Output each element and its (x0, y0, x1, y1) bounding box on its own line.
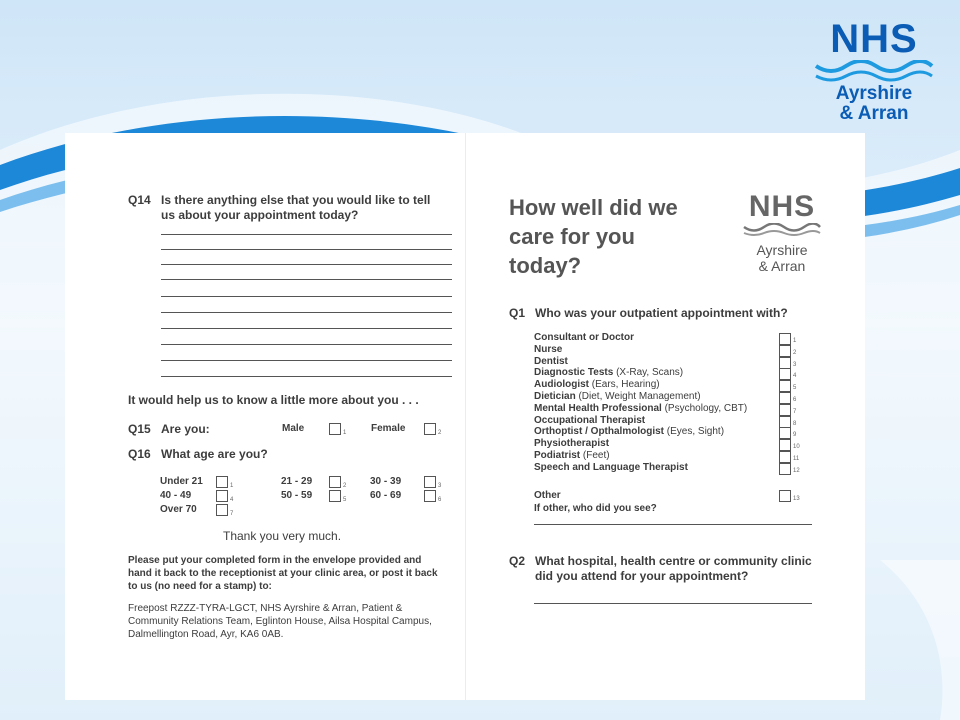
q1-option-checkbox[interactable] (779, 333, 791, 345)
option-code: 13 (793, 496, 800, 502)
female-checkbox[interactable] (424, 423, 436, 435)
q16-number: Q16 (128, 447, 151, 461)
age-under-21-checkbox[interactable] (216, 476, 228, 488)
answer-line[interactable] (161, 328, 452, 329)
option-code: 8 (793, 421, 797, 427)
q1-option-label (534, 344, 562, 355)
q1-option-label (534, 403, 747, 414)
answer-line[interactable] (161, 360, 452, 361)
thank-you-text: Thank you very much. (223, 529, 342, 543)
form-logo-text: NHS (748, 190, 816, 223)
q1-option-label (534, 379, 660, 390)
q1-option-detail: (Psychology, CBT) (664, 403, 748, 414)
q1-option-detail: (Eyes, Sight) (666, 426, 725, 437)
q1-option-checkbox[interactable] (779, 463, 791, 475)
q15-label: Are you: (161, 422, 210, 436)
other-prompt: If other, who did you see? (534, 503, 657, 514)
option-code: 11 (793, 456, 800, 462)
q14-number: Q14 (128, 193, 151, 207)
nhs-logo-text: NHS (830, 17, 918, 61)
option-code: 4 (793, 373, 797, 379)
q1-option-label (534, 438, 609, 449)
freepost-address-line3: Dalmellington Road, Ayr, KA6 0AB. (128, 629, 284, 640)
form-logo-org-line2: & Arran (758, 258, 806, 274)
male-checkbox[interactable] (329, 423, 341, 435)
option-code: 3 (793, 362, 797, 368)
org-name-line1: Ayrshire (835, 83, 913, 104)
q1-option-title: Audiologist (534, 379, 589, 390)
q16-label: What age are you? (161, 447, 268, 461)
q2-text-line1: What hospital, health centre or community clinic (535, 554, 812, 568)
age-option-label: 21 - 29 (281, 476, 313, 487)
option-code: 5 (793, 385, 797, 391)
return-instructions-line1: Please put your completed form in the envelope provided and (128, 555, 422, 566)
freepost-address-line2: Community Relations Team, Eglinton House, Ailsa Hospital Campus, (128, 616, 432, 627)
q1-option-checkbox[interactable] (779, 439, 791, 451)
q1-option-title: Nurse (534, 344, 563, 355)
option-code: 9 (793, 432, 797, 438)
q15-number: Q15 (128, 422, 151, 436)
answer-line[interactable] (161, 264, 452, 265)
q1-option-checkbox[interactable] (779, 451, 791, 463)
q1-option-title: Mental Health Professional (534, 403, 662, 414)
form-title-line2: care for you (509, 224, 635, 249)
option-code: 7 (793, 409, 797, 415)
q1-option-detail: (Feet) (582, 450, 610, 461)
q1-option-title: Occupational Therapist (534, 415, 646, 426)
age-21-29-checkbox[interactable] (329, 476, 341, 488)
q1-option-checkbox[interactable] (779, 345, 791, 357)
q1-option-title: Dietician (534, 391, 576, 402)
q1-option-title: Consultant or Doctor (534, 332, 634, 343)
answer-line[interactable] (161, 296, 452, 297)
q1-option-checkbox[interactable] (779, 368, 791, 380)
q1-option-label (534, 450, 610, 461)
age-option-label: 30 - 39 (370, 476, 402, 487)
age-option-label: 40 - 49 (160, 490, 192, 501)
answer-line[interactable] (161, 234, 452, 235)
other-checkbox[interactable] (779, 490, 791, 502)
form-nhs-logo (737, 191, 827, 274)
option-code: 2 (793, 350, 797, 356)
q1-number: Q1 (509, 306, 526, 320)
q1-option-label (534, 415, 645, 426)
answer-line[interactable] (161, 279, 452, 280)
q1-option-checkbox[interactable] (779, 380, 791, 392)
return-instructions-line3: to us (no need for a stamp) to: (128, 581, 272, 592)
answer-line[interactable] (161, 376, 452, 377)
option-code: 2 (343, 483, 347, 489)
q1-option-title: Speech and Language Therapist (534, 462, 688, 473)
form-title (509, 193, 729, 280)
questionnaire-scan (65, 133, 865, 700)
option-code: 5 (343, 497, 347, 503)
option-code: 6 (793, 397, 797, 403)
q1-option-checkbox[interactable] (779, 392, 791, 404)
age-50-59-checkbox[interactable] (329, 490, 341, 502)
age-over-70-checkbox[interactable] (216, 504, 228, 516)
q14-text-line1: Is there anything else that you would like to tell (161, 193, 431, 207)
waves-icon (814, 60, 934, 84)
q1-option-label (534, 332, 634, 343)
option-code: 1 (343, 430, 347, 436)
q1-text: Who was your outpatient appointment with? (535, 306, 788, 320)
q1-option-title: Diagnostic Tests (534, 367, 614, 378)
option-code: 1 (793, 338, 797, 344)
q1-option-title: Dentist (534, 356, 568, 367)
option-female-label: Female (371, 423, 406, 434)
about-you-intro: It would help us to know a little more about you . . . (128, 393, 419, 407)
answer-line[interactable] (161, 312, 452, 313)
q1-option-label (534, 391, 701, 402)
waves-icon (742, 223, 822, 237)
option-code: 7 (230, 511, 234, 517)
age-40-49-checkbox[interactable] (216, 490, 228, 502)
freepost-address-line1: Freepost RZZZ-TYRA-LGCT, NHS Ayrshire & Arran, Patient & (128, 603, 403, 614)
q1-option-checkbox[interactable] (779, 427, 791, 439)
option-code: 3 (438, 483, 442, 489)
form-title-line1: How well did we (509, 195, 678, 220)
q1-option-detail: (Ears, Hearing) (591, 379, 660, 390)
q1-option-label (534, 462, 688, 473)
q14-text-line2: us about your appointment today? (161, 208, 359, 222)
q1-option-title: Podiatrist (534, 450, 581, 461)
q1-option-detail: (Diet, Weight Management) (578, 391, 701, 402)
q1-option-title: Physiotherapist (534, 438, 610, 449)
form-title-line3: today? (509, 253, 582, 278)
age-60-69-checkbox[interactable] (424, 490, 436, 502)
q1-option-label (534, 367, 683, 378)
nhs-logo (812, 18, 936, 124)
other-answer-line[interactable] (534, 524, 812, 525)
option-code: 1 (230, 483, 234, 489)
q1-option-title: Orthoptist / Opthalmologist (534, 426, 664, 437)
age-30-39-checkbox[interactable] (424, 476, 436, 488)
q1-option-label (534, 426, 724, 437)
age-option-label: Over 70 (160, 504, 197, 515)
page-fold (465, 133, 466, 700)
option-code: 10 (793, 444, 800, 450)
option-other-label: Other (534, 490, 561, 501)
q1-option-checkbox[interactable] (779, 404, 791, 416)
return-instructions-line2: hand it back to the receptionist at your clinic area, or post it back (128, 568, 438, 579)
age-option-label: 60 - 69 (370, 490, 402, 501)
q2-number: Q2 (509, 554, 526, 568)
age-option-label: 50 - 59 (281, 490, 313, 501)
q2-answer-line[interactable] (534, 603, 812, 604)
q2-text-line2: did you attend for your appointment? (535, 569, 749, 583)
q1-option-label (534, 356, 568, 367)
option-code: 2 (438, 430, 442, 436)
q1-option-detail: (X-Ray, Scans) (616, 367, 684, 378)
option-code: 6 (438, 497, 442, 503)
org-name-line2: & Arran (839, 103, 909, 124)
form-logo-org-line1: Ayrshire (756, 242, 808, 258)
option-male-label: Male (282, 423, 305, 434)
option-code: 4 (230, 497, 234, 503)
answer-line[interactable] (161, 249, 452, 250)
option-code: 12 (793, 468, 800, 474)
age-option-label: Under 21 (160, 476, 203, 487)
answer-line[interactable] (161, 344, 452, 345)
